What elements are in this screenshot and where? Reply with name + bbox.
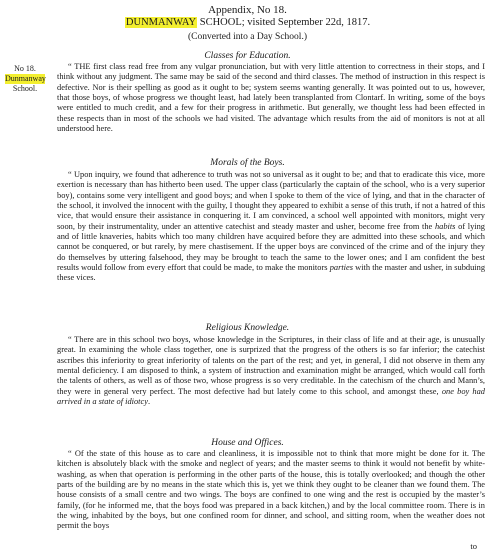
paragraph: “ Of the state of this house as to care and cleanliness, it is impossible not to think that more might be done for it. The kitchen is absolutely black with the smoke and neglect of years; and the master seems to think it would not benefit by white-washing, as when that operation is performing in the other parts of the house, this is totally overlooked; and though the other parts of the building are by no means in the state which this is, yet we think they ought to be cleaner than we found them. The house consists of a small centre and two wings. The boys are confined to one wing and the rest is occupied by the master’s family, (for he informed me, that the boys food was prepared in a back kitchen,) and by the local committee room. There is in the wing, inhabited by the boys, but one confined room for dinner, and school, and sitting room, when the weather does not permit the boys bbox=[57, 449, 485, 531]
appendix-title: Appendix, No 18. bbox=[208, 4, 287, 16]
section-religious-text bbox=[57, 335, 485, 407]
paragraph: “ THE first class read free from any vulgar pronunciation, but with very little attention to correctness in their stops, and I think without any judgment. The same may be said of the second and third classes. The method of instruction in this respect is defective. Nor is their spelling as good as it ought to be; system seems wanting generally. It was pointed out to us, however, that those boys, of whose progress we thought least, had lately been transplanted from Clontarf. In writing, some of the boys were entitled to much credit, and a few for their progress in arithmetic. But generally, we thought less had been effected in these respects than in most of the schools we had visited. The advantage which results from the aid of monitors is not at all understood here. bbox=[57, 62, 485, 134]
margin-note bbox=[5, 64, 45, 94]
margin-number: No 18. bbox=[14, 64, 36, 73]
section-heading-morals: Morals of the Boys. bbox=[210, 158, 285, 168]
paragraph: “ Upon inquiry, we found that adherence to truth was not so universal as it ought to be; and that to eradicate this vice, more exertion is necessary than has hitherto been used. The upper class (particularly the captain of the school, who is a very superior boy), contains some very intelligent and good boys; and when I spoke to them of the vice of lying, and that in the character of the school, it involved the innocent with the guilty, I thought they appeared to exhibit a sense of this truth, if not a hatred of this vice, that would ensure their assistance in conquering it. I am convinced, a school well appointed with monitors, might very soon, by their instrumentality, under an attentive catechist and steady master and usher, become free from the habits of lying and of little knaveries, habits which too many children have acquired before they are admitted into these schools, and which cannot be conquered, or but rarely, by mere chastisement. If the upper boys are convinced of the crime and of the injury they do themselves by uttering falsehood, they may be brought to teach the same to the lower ones; and I am confident the best results would follow from every effort that could be made, to make the monitors parties with the master and usher, in subduing these vices. bbox=[57, 170, 486, 283]
margin-place-highlight: Dunmanway bbox=[5, 74, 46, 83]
section-classes-text bbox=[57, 62, 485, 134]
section-heading-classes: Classes for Education. bbox=[204, 51, 291, 61]
catchword: to bbox=[470, 541, 477, 551]
margin-label: School. bbox=[12, 84, 38, 93]
section-house-text bbox=[57, 449, 485, 532]
visit-line bbox=[0, 17, 495, 28]
paragraph: “ There are in this school two boys, whose knowledge in the Scriptures, in their class of life and at their age, is unusually great. In examining the whole class together, one is surprized that the progress of the others is so far inferior; the catechist ascribes this inferiority to great inferiority of talents on the part of the rest; and yet, in general, I did not observe in them any mental deficiency. I am disposed to think, a system of instruction and examination might be arranged, which would call forth the talents of others, as well as of those two, whose progress is so very creditable. In the catechism of the church and Mann’s, they were in general very perfect. The most defective had but lately come to this school, and amongst these, one boy had arrived in a state of idiotcy. bbox=[57, 335, 485, 407]
section-heading-house: House and Offices. bbox=[211, 438, 284, 448]
school-name-highlight: DUNMANWAY bbox=[125, 17, 197, 28]
section-morals-text bbox=[57, 170, 485, 284]
section-heading-religious: Religious Knowledge. bbox=[205, 323, 290, 333]
converted-note: (Converted into a Day School.) bbox=[188, 32, 307, 42]
visit-date: SCHOOL; visited September 22d, 1817. bbox=[197, 17, 371, 28]
